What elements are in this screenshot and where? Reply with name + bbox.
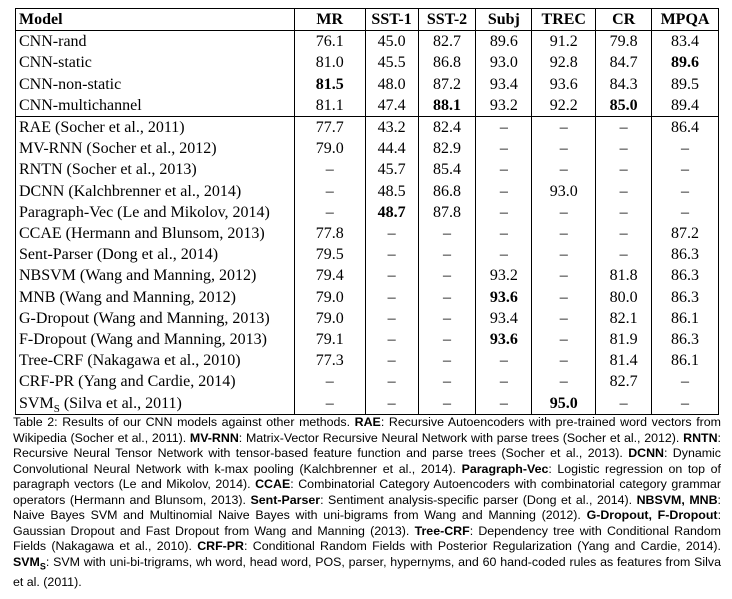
table-row [16, 287, 719, 308]
score-cell: – [418, 329, 476, 350]
model-name-cell [16, 308, 295, 329]
score-cell: – [596, 181, 652, 202]
score-cell: – [294, 181, 365, 202]
score-cell: 89.5 [652, 74, 719, 95]
model-name: NBSVM (Wang and Manning, 2012) [19, 267, 257, 285]
score-cell: 93.4 [476, 308, 532, 329]
score-cell: 86.1 [652, 308, 719, 329]
score-cell: 82.9 [418, 138, 476, 159]
header-trec: TREC [532, 9, 596, 31]
score-cell: 48.0 [365, 74, 418, 95]
header-subj: Subj [476, 9, 532, 31]
score-cell: – [418, 308, 476, 329]
score-cell: – [652, 393, 719, 415]
score-cell: 88.1 [418, 95, 476, 117]
score-cell: 86.4 [652, 117, 719, 139]
caption-description: : Sentiment analysis-specific parser (Dong et al., 2014). [320, 492, 637, 507]
score-cell: 79.0 [294, 287, 365, 308]
score-cell: 82.4 [418, 117, 476, 139]
model-name: G-Dropout (Wang and Manning, 2013) [19, 309, 270, 327]
table-row [16, 350, 719, 371]
header-cr: CR [596, 9, 652, 31]
score-cell: – [476, 223, 532, 244]
model-name: DCNN (Kalchbrenner et al., 2014) [19, 182, 242, 200]
header-sst2: SST-2 [418, 9, 476, 31]
caption-description: : Conditional Random Fields with Posterior Regularization (Yang and Cardie, 2014). [244, 539, 722, 554]
score-cell: – [418, 371, 476, 392]
caption-term: Sent-Parser [250, 492, 321, 507]
score-cell: – [532, 329, 596, 350]
score-cell: 82.7 [596, 371, 652, 392]
score-cell: 79.0 [294, 308, 365, 329]
score-cell: – [476, 117, 532, 139]
table-row [16, 265, 719, 286]
score-cell: – [652, 202, 719, 223]
score-cell: 86.3 [652, 265, 719, 286]
score-cell: 77.3 [294, 350, 365, 371]
model-name: CNN-non-static [19, 75, 122, 93]
table-row [16, 117, 719, 139]
score-cell: – [476, 159, 532, 180]
model-name-cell [16, 138, 295, 159]
score-cell: 92.8 [532, 52, 596, 73]
score-cell: – [294, 371, 365, 392]
score-cell: – [365, 223, 418, 244]
model-name-cell [16, 371, 295, 392]
score-cell: – [365, 371, 418, 392]
score-cell: 79.0 [294, 138, 365, 159]
model-name: CNN-rand [19, 33, 87, 51]
score-cell: 47.4 [365, 95, 418, 117]
score-cell: 86.8 [418, 181, 476, 202]
caption-description: : Gaussian Dropout and Fast Dropout from Wang and Manning (2013). [13, 508, 722, 538]
score-cell: – [532, 159, 596, 180]
caption-term: CCAE [255, 477, 291, 492]
score-cell: 81.5 [294, 74, 365, 95]
caption-description: : Recursive Neural Tensor Network with tensor-based feature function and parse trees (Socher et al., 2013). [13, 430, 721, 461]
score-cell: – [294, 393, 365, 415]
header-model: Model [16, 9, 295, 31]
score-cell: 84.7 [596, 52, 652, 73]
score-cell: – [418, 265, 476, 286]
table-caption [13, 415, 721, 590]
score-cell: 86.1 [652, 350, 719, 371]
score-cell: – [476, 138, 532, 159]
score-cell: – [652, 371, 719, 392]
score-cell: – [476, 371, 532, 392]
caption-description: : Dependency tree with Conditional Random Fields (Nakagawa et al., 2010). [13, 523, 721, 554]
score-cell: – [532, 202, 596, 223]
score-cell: 85.0 [596, 95, 652, 117]
caption-term: $SVM_S$ [13, 554, 46, 572]
score-cell: 44.4 [365, 138, 418, 159]
score-cell: 82.1 [596, 308, 652, 329]
caption-description: : Dynamic Convolutional Neural Network with k-max pooling (Kalchbrenner et al., 2014). [13, 446, 721, 476]
score-cell: – [652, 138, 719, 159]
score-cell: – [476, 181, 532, 202]
model-name: Tree-CRF (Nakagawa et al., 2010) [19, 352, 241, 370]
score-cell: – [532, 244, 596, 265]
score-cell: 45.7 [365, 159, 418, 180]
caption-term: MV-RNN [189, 430, 239, 445]
score-cell: – [365, 329, 418, 350]
table-row [16, 308, 719, 329]
table-row [16, 244, 719, 265]
table-row [16, 371, 719, 392]
score-cell: 93.0 [532, 181, 596, 202]
caption-term: RAE [354, 415, 381, 429]
score-cell: – [418, 393, 476, 415]
model-name: CNN-multichannel [19, 96, 142, 114]
score-cell: – [596, 393, 652, 415]
score-cell: 86.3 [652, 329, 719, 350]
model-name-cell [16, 52, 295, 73]
score-cell: 93.6 [476, 329, 532, 350]
model-name: MNB (Wang and Manning, 2012) [19, 288, 236, 306]
model-name-cell [16, 393, 295, 415]
score-cell: 86.3 [652, 244, 719, 265]
score-cell: 93.6 [476, 287, 532, 308]
score-cell: – [532, 371, 596, 392]
score-cell: 45.5 [365, 52, 418, 73]
model-name: CCAE (Hermann and Blunsom, 2013) [19, 225, 265, 243]
table-row [16, 202, 719, 223]
header-sst1: SST-1 [365, 9, 418, 31]
score-cell: 93.4 [476, 74, 532, 95]
score-cell: – [365, 287, 418, 308]
table-row [16, 223, 719, 244]
caption-description: : Matrix-Vector Recursive Neural Network with parse trees (Socher et al., 2012). [238, 430, 684, 445]
score-cell: 81.4 [596, 350, 652, 371]
score-cell: – [596, 223, 652, 244]
model-name-cell [16, 74, 295, 95]
score-cell: 84.3 [596, 74, 652, 95]
model-name-cell [16, 244, 295, 265]
model-name: CNN-static [19, 54, 92, 72]
model-name-subscript: S [53, 402, 60, 415]
score-cell: 81.9 [596, 329, 652, 350]
model-name-cell [16, 265, 295, 286]
model-name-cell [16, 223, 295, 244]
table-row [16, 159, 719, 180]
model-name-cell [16, 95, 295, 117]
model-name: CRF-PR (Yang and Cardie, 2014) [19, 373, 236, 391]
model-name-cell [16, 202, 295, 223]
score-cell: 93.2 [476, 95, 532, 117]
model-name: Sent-Parser (Dong et al., 2014) [19, 246, 219, 264]
score-cell: 89.6 [652, 52, 719, 73]
table-row [16, 31, 719, 53]
score-cell: 48.5 [365, 181, 418, 202]
score-cell: – [365, 244, 418, 265]
model-name-cell [16, 31, 295, 53]
model-name: RAE (Socher et al., 2011) [19, 119, 185, 137]
score-cell: – [532, 138, 596, 159]
header-mpqa: MPQA [652, 9, 719, 31]
model-name: Paragraph-Vec (Le and Mikolov, 2014) [19, 203, 270, 221]
score-cell: 77.8 [294, 223, 365, 244]
score-cell: – [596, 159, 652, 180]
score-cell: 43.2 [365, 117, 418, 139]
score-cell: 83.4 [652, 31, 719, 53]
score-cell: 81.0 [294, 52, 365, 73]
model-name: MV-RNN (Socher et al., 2012) [19, 140, 217, 158]
score-cell: 79.8 [596, 31, 652, 53]
score-cell: – [596, 138, 652, 159]
score-cell: – [365, 393, 418, 415]
score-cell: 95.0 [532, 393, 596, 415]
score-cell: – [532, 350, 596, 371]
caption-term: G-Dropout, F-Dropout [586, 508, 718, 523]
results-table-body [16, 31, 719, 415]
score-cell: 93.6 [532, 74, 596, 95]
table-row [16, 95, 719, 117]
score-cell: 80.0 [596, 287, 652, 308]
score-cell: 87.8 [418, 202, 476, 223]
header-mr: MR [294, 9, 365, 31]
score-cell: 93.0 [476, 52, 532, 73]
score-cell: – [418, 350, 476, 371]
score-cell: – [596, 244, 652, 265]
model-name-cell [16, 181, 295, 202]
score-cell: – [532, 223, 596, 244]
table-row [16, 74, 719, 95]
caption-description: : Combinatorial Category Autoencoders with combinatorial category grammar operators (Hermann and Blunsom, 2013). [13, 477, 721, 507]
caption-lead: Table 2: Results of our CNN models against other methods. [13, 415, 355, 429]
score-cell: – [476, 393, 532, 415]
score-cell: – [365, 308, 418, 329]
score-cell: 79.1 [294, 329, 365, 350]
score-cell: – [652, 181, 719, 202]
score-cell: 81.1 [294, 95, 365, 117]
score-cell: 93.2 [476, 265, 532, 286]
score-cell: – [418, 287, 476, 308]
score-cell: 92.2 [532, 95, 596, 117]
score-cell: – [294, 159, 365, 180]
score-cell: 76.1 [294, 31, 365, 53]
caption-term: RNTN [683, 430, 718, 445]
score-cell: – [294, 202, 365, 223]
score-cell: 91.2 [532, 31, 596, 53]
score-cell: 86.8 [418, 52, 476, 73]
model-name-cell [16, 287, 295, 308]
score-cell: 48.7 [365, 202, 418, 223]
score-cell: – [476, 244, 532, 265]
score-cell: 86.3 [652, 287, 719, 308]
model-name: RNTN (Socher et al., 2013) [19, 161, 197, 179]
score-cell: – [532, 287, 596, 308]
score-cell: – [365, 265, 418, 286]
score-cell: 85.4 [418, 159, 476, 180]
score-cell: – [596, 202, 652, 223]
score-cell: 79.5 [294, 244, 365, 265]
score-cell: 81.8 [596, 265, 652, 286]
model-citation: (Silva et al., 2011) [59, 394, 182, 412]
score-cell: – [418, 223, 476, 244]
score-cell: – [596, 117, 652, 139]
score-cell: 77.7 [294, 117, 365, 139]
score-cell: 87.2 [418, 74, 476, 95]
score-cell: – [532, 117, 596, 139]
model-name-cell [16, 159, 295, 180]
results-table [15, 8, 719, 415]
score-cell: – [532, 265, 596, 286]
score-cell: 79.4 [294, 265, 365, 286]
score-cell: 89.6 [476, 31, 532, 53]
table-row [16, 393, 719, 415]
table-row [16, 138, 719, 159]
caption-description: : Naive Bayes SVM and Multinomial Naive Bayes with uni-bigrams from Wang and Manning (2012). [13, 492, 721, 523]
caption-description: : Logistic regression on top of paragraph vectors (Le and Mikolov, 2014). [13, 461, 722, 492]
score-cell: 45.0 [365, 31, 418, 53]
caption-description: : Recursive Autoencoders with pre-trained word vectors from Wikipedia (Socher et al., 2011). [13, 415, 721, 445]
table-row [16, 329, 719, 350]
table-row [16, 181, 719, 202]
score-cell: – [476, 202, 532, 223]
caption-term: Tree-CRF [414, 523, 470, 538]
score-cell: – [365, 350, 418, 371]
score-cell: 87.2 [652, 223, 719, 244]
table-header-row [16, 9, 719, 31]
caption-term: DCNN [628, 446, 664, 461]
model-name: SVM [19, 394, 54, 412]
caption-term: Paragraph-Vec [461, 461, 549, 476]
caption-term: NBSVM, MNB [636, 492, 718, 507]
score-cell: – [532, 308, 596, 329]
model-name-cell [16, 117, 295, 139]
score-cell: 89.4 [652, 95, 719, 117]
caption-term: CRF-PR [197, 539, 245, 554]
score-cell: 82.7 [418, 31, 476, 53]
model-name-cell [16, 329, 295, 350]
score-cell: – [652, 159, 719, 180]
model-name: F-Dropout (Wang and Manning, 2013) [19, 331, 268, 349]
table-row [16, 52, 719, 73]
score-cell: – [418, 244, 476, 265]
model-name-cell [16, 350, 295, 371]
caption-description: : SVM with uni-bi-trigrams, wh word, head word, POS, parser, hypernyms, and 60 hand-coded rules as features from Silva et al. (2011). [13, 554, 721, 589]
score-cell: – [476, 350, 532, 371]
